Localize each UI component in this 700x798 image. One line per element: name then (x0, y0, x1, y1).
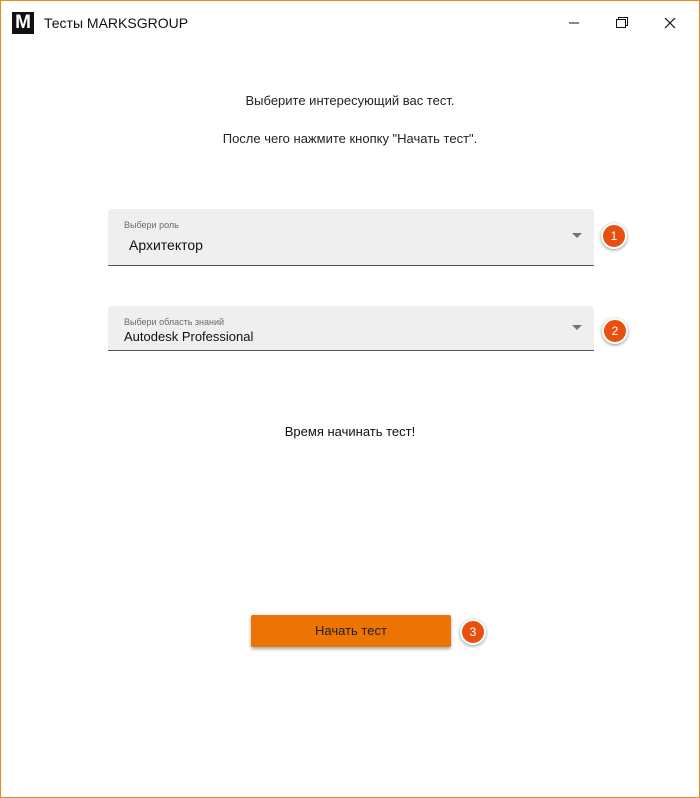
close-button[interactable] (647, 1, 693, 45)
minimize-icon (568, 17, 580, 29)
step-badge-1: 1 (601, 223, 627, 249)
maximize-button[interactable] (599, 1, 645, 45)
dropdown-arrow-icon[interactable] (572, 233, 582, 238)
step-badge-2: 2 (602, 318, 628, 344)
status-message: Время начинать тест! (284, 424, 416, 439)
window-title: Тесты MARKSGROUP (44, 15, 189, 31)
instruction-text-1: Выберите интересующий вас тест. (245, 93, 455, 108)
start-test-button[interactable]: Начать тест (251, 615, 451, 647)
knowledge-area-select-label: Выбери область знаний (124, 317, 225, 327)
app-logo: M (12, 12, 34, 34)
title-bar[interactable] (1, 1, 699, 45)
knowledge-area-select[interactable] (108, 306, 594, 351)
dropdown-arrow-icon[interactable] (572, 325, 582, 330)
instruction-text-2: После чего нажмите кнопку "Начать тест". (222, 131, 478, 146)
role-select-label: Выбери роль (124, 220, 179, 230)
role-select[interactable] (108, 209, 594, 266)
step-badge-3: 3 (460, 619, 486, 645)
knowledge-area-select-value: Autodesk Professional (124, 329, 254, 344)
close-icon (664, 17, 676, 29)
restore-icon (616, 17, 628, 29)
minimize-button[interactable] (551, 1, 597, 45)
role-select-value: Архитектор (129, 237, 203, 253)
